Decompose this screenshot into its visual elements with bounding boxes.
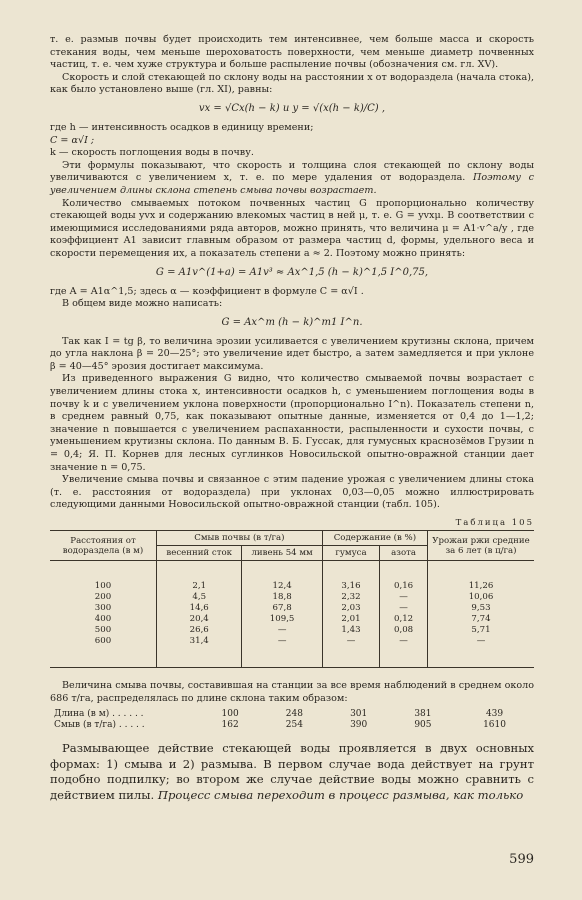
cell: 200 [50, 592, 157, 603]
cell: 300 [50, 603, 157, 614]
italic-span: Процесс смыва переходит в процесс размыва, как только [157, 787, 524, 802]
table-row [50, 561, 534, 593]
paragraph: где A = A1α^1,5; здесь α — коэффициент в формуле C = α√I . [50, 285, 364, 297]
cell: 4,5 [157, 592, 242, 603]
cell: 0,12 [380, 614, 428, 625]
table-row [50, 636, 534, 668]
cell: 20,4 [157, 614, 242, 625]
cell: 248 [285, 709, 303, 720]
paragraph: т. е. размыв почвы будет происходить тем интенсивнее, чем больше масса и скорость стекания воды, чем меньше шероховатость поверхности, чем меньше диаметр почвенных частиц, т. е. чем хуже структура и больше распыление почвы (обозначения см. гл. XV). [50, 34, 534, 71]
cell: — [380, 636, 428, 668]
cell: 26,6 [157, 625, 242, 636]
cell: 12,4 [242, 561, 322, 593]
formula-G: G = A1v^(1+a) = A1v³ ≈ Ax^1,5 (h − k)^1,5 I^0,75, [155, 266, 429, 278]
cell: 162 [221, 720, 239, 731]
cell: 400 [50, 614, 157, 625]
data-table [50, 530, 534, 668]
paragraph: k — скорость поглощения воды в почву. [50, 147, 254, 159]
text-span: Размывающее действие стекающей воды проявляется в двух основных формах: 1) смыва и 2) размыва. В первом случае вода действует на грунт подобно подпилку; во втором же случае действие воды можно сравнить с действием пилы. [50, 741, 534, 802]
cell: 500 [50, 625, 157, 636]
table-caption: Таблица 105 [455, 518, 534, 528]
cell: 100 [50, 561, 157, 593]
paragraph [50, 741, 534, 803]
cell: 10,06 [428, 592, 535, 603]
row-label: Длина (в м) . . . . . . [54, 709, 144, 720]
cell: — [380, 603, 428, 614]
header-yield: Урожаи ржи средние за 6 лет (в ц/га) [428, 531, 535, 561]
header-content: Содержание (в %) [322, 531, 427, 546]
cell: — [242, 625, 322, 636]
text-span: Эти формулы показывают, что скорость и толщина слоя стекающей по склону воды увеличиваются с увеличением x, т. е. по мере удаления от водораздела. [50, 159, 534, 184]
cell: 1,43 [322, 625, 379, 636]
paragraph: Величина смыва почвы, составившая на станции за все время наблюдений в среднем около 686 т/га, распределялась по длине склона таким образом: [50, 680, 534, 704]
cell: 0,08 [380, 625, 428, 636]
cell: 390 [350, 720, 368, 731]
paragraph: Увеличение смыва почвы и связанное с этим падение урожая с увеличением длины стока (т. е. расстояния от водораздела) при уклонах 0,03—0,05 можно иллюстрировать следующими данными Новосильской опытно-овражной станции (табл. 105). [50, 474, 534, 511]
cell: 0,16 [380, 561, 428, 593]
cell: 100 [221, 709, 239, 720]
cell: — [322, 636, 379, 668]
cell: 5,71 [428, 625, 535, 636]
header-smyv: Смыв почвы (в т/га) [157, 531, 323, 546]
cell: — [380, 592, 428, 603]
row-label: Смыв (в т/га) . . . . . [54, 720, 145, 731]
cell: 11,26 [428, 561, 535, 593]
paragraph: Из приведенного выражения G видно, что количество смываемой почвы возрастает с увеличением длины стока x, интенсивности осадков h, с уменьшением поглощения воды в почву k и с увеличением уклона поверхности (пропорционально I^n). Показатель степени n, в среднем равный 0,75, как показывают опытные данные, изменяется от 0,4 до 1—1,2; значение n повышается с увеличением распаханности, распыленности и сухости почвы, с уменьшением крутизны склона. По данным В. Б. Гуссак, для гумусных краснозёмов Грузии n = 0,4; Я. П. Корнев для лесных суглинков Новосильской опытно-овражной станции дает значение n = 0,75. [50, 373, 534, 473]
table-row [50, 709, 534, 720]
header-nitrogen: азота [380, 546, 428, 561]
cell: 67,8 [242, 603, 322, 614]
formula-inline: C = α√I ; [50, 134, 95, 146]
table-row [50, 625, 534, 636]
paragraph: В общем виде можно написать: [62, 298, 223, 310]
cell: 31,4 [157, 636, 242, 668]
cell: 439 [485, 709, 504, 720]
header-spring: весенний сток [157, 546, 242, 561]
paragraph: Количество смываемых потоком почвенных частиц G пропорционально количеству стекающей воды yvx и содержанию влекомых частиц в ней μ, т. е. G = yvxμ. В соответствии с имеющимися исследованиями ряда авторов, можно принять, что величина μ = A1·v^a/y , где коэффициент A1 зависит главным образом от размера частиц d, формы, удельного веса и скорости перемещения их, а показатель степени a ≈ 2. Поэтому можно принять: [50, 197, 534, 259]
cell: 7,74 [428, 614, 535, 625]
table-row [50, 603, 534, 614]
cell: 9,53 [428, 603, 535, 614]
cell: — [428, 636, 535, 668]
paragraph [50, 160, 534, 198]
cell: 2,32 [322, 592, 379, 603]
cell: 600 [50, 636, 157, 668]
cell: — [242, 636, 322, 668]
italic-span: Поэтому с увеличением длины склона степень смыва почвы возрастает. [50, 172, 534, 196]
table-row [50, 614, 534, 625]
cell: 14,6 [157, 603, 242, 614]
cell: 905 [414, 720, 432, 731]
paragraph: Скорость и слой стекающей по склону воды на расстоянии x от водораздела (начала стока), как было установлено выше (гл. XI), равны: [50, 71, 534, 96]
paragraph: Так как I = tg β, то величина эрозии усиливается с увеличением крутизны склона, причем до угла наклона β = 20—25°; это увеличение идет быстро, а затем замедляется и при уклоне β = 40—45° эрозия достигает максимума. [50, 335, 534, 372]
header-humus: гумуса [322, 546, 379, 561]
cell: 2,1 [157, 561, 242, 593]
header-distance: Расстояния от водораздела (в м) [50, 531, 157, 561]
cell: 18,8 [242, 592, 322, 603]
cell: 301 [350, 709, 368, 720]
cell: 3,16 [322, 561, 379, 593]
formula-velocity: vx = √Cx(h − k) и y = √(x(h − k)/C) , [198, 102, 386, 114]
formula-general: G = Ax^m (h − k)^m1 I^n. [221, 316, 363, 328]
cell: 1610 [483, 720, 506, 731]
header-rain: ливень 54 мм [242, 546, 322, 561]
cell: 109,5 [242, 614, 322, 625]
table-row [50, 592, 534, 603]
cell: 254 [285, 720, 303, 731]
cell: 2,03 [322, 603, 379, 614]
length-smyv-table [50, 709, 534, 731]
cell: 381 [414, 709, 432, 720]
table-row [50, 720, 534, 731]
paragraph: где h — интенсивность осадков в единицу времени; [50, 121, 314, 133]
cell: 2,01 [322, 614, 379, 625]
page-number: 599 [509, 852, 534, 867]
